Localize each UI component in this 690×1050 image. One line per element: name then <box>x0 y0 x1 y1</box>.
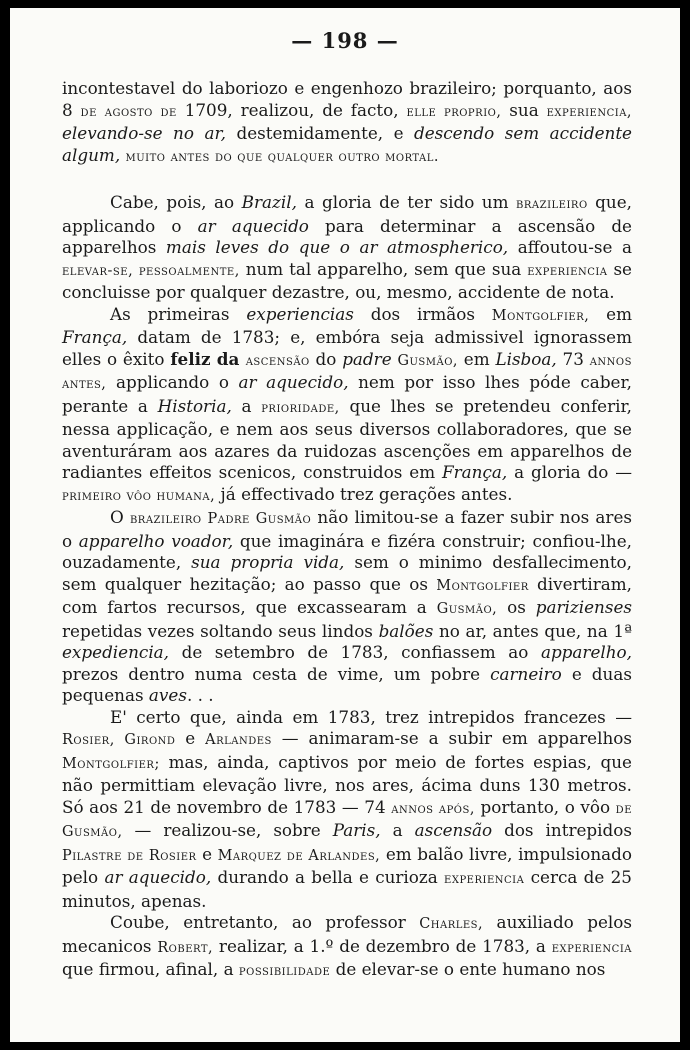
paragraph-6 <box>62 912 632 983</box>
text-run: datam de 1783; e, embóra seja admissivel ignorassem elles o êxito <box>62 327 632 369</box>
text-run: e duas pequenas <box>62 663 632 705</box>
text-run: affoutou-se a <box>508 237 633 257</box>
text-run: França, <box>62 327 128 347</box>
text-run: ascensão <box>245 352 310 369</box>
text-run: a gloria do — <box>507 462 632 482</box>
text-run: experiencia <box>527 262 608 279</box>
text-run: Paris, <box>332 820 381 840</box>
text-run: Brazil, <box>241 192 297 212</box>
paragraph-3 <box>62 304 632 508</box>
text-run: Rosier, Girond <box>62 732 176 748</box>
text-run: não limitou-se a fazer subir nos ares o <box>62 507 632 551</box>
text-run: para determinar a ascensão de apparelhos <box>62 215 632 257</box>
text-run: E' certo que, ainda em 1783, trez intrepidos francezes — <box>110 706 632 727</box>
text-run: França, <box>442 462 508 482</box>
text-run: feliz da <box>170 348 246 369</box>
text-run: Montgolfier <box>436 577 529 594</box>
text-run: incontestavel do laboriozo e engenhozo brazileiro; porquanto, aos 8 <box>62 78 632 120</box>
text-run: Arlandes <box>205 732 272 748</box>
text-run: O <box>110 507 130 527</box>
text-run: num tal apparelho, sem que sua <box>239 258 528 279</box>
text-run: annos após, <box>391 800 475 817</box>
text-run: que lhes se pretendeu conferir, nessa applicação, e nem aos seus diversos collaboradores, que se aventuráram aos azares da ruidozas ascenções em apparelhos de radiantes effeitos scenicos, construidos em <box>62 395 632 482</box>
text-run: elevar-se, pessoalmente, <box>62 262 240 279</box>
text-run: annos antes, <box>62 352 632 392</box>
text-run: carneiro <box>490 663 562 684</box>
text-run: elevando-se no ar, <box>62 123 226 143</box>
text-run: primeiro vôo humana, <box>62 487 216 504</box>
text-run: possibilidade <box>238 963 331 979</box>
text-run: elle proprio, <box>406 103 502 120</box>
text-run: muito antes do que qualquer outro mortal. <box>125 148 439 165</box>
text-run: em <box>458 348 496 369</box>
text-run: apparelho, <box>540 642 632 662</box>
text-run: Historia, <box>157 395 232 416</box>
text-run: . . . <box>186 685 214 705</box>
text-run: divertiram, com fartos recursos, que excassearam a <box>62 573 632 617</box>
text-run: realizar, a 1.º de dezembro de 1783, a <box>213 935 552 956</box>
text-run: Gusmão, <box>397 352 458 369</box>
book-page <box>10 8 680 1042</box>
text-run: experiencia <box>551 939 632 956</box>
page-number: — 198 — <box>291 28 399 53</box>
text-run: balões <box>378 620 434 641</box>
paragraph-5 <box>62 707 632 913</box>
text-run: Lisboa, <box>495 348 557 369</box>
text-run: se concluisse por qualquer dezastre, ou, mesmo, accidente de nota. <box>62 258 632 302</box>
paragraph-4 <box>62 507 632 707</box>
paragraph-2 <box>62 192 632 304</box>
text-run: brazileiro Padre Gusmão <box>129 511 312 527</box>
text-run: a gloria de ter sido um <box>296 192 517 212</box>
text-run: repetidas vezes soltando seus lindos <box>62 620 379 641</box>
text-run: sem o minimo desfallecimento, sem qualquer hezitação; ao passo que os <box>62 552 632 594</box>
text-run: em <box>589 303 632 324</box>
text-run: ascensão <box>414 820 493 840</box>
text-run: sua <box>501 99 547 120</box>
text-run: de setembro de 1783, confiassem ao <box>169 642 541 662</box>
text-run: de elevar-se o ente humano nos <box>330 959 606 979</box>
text-run: portanto, o vôo <box>474 796 616 817</box>
text-run: prioridade, <box>261 399 340 416</box>
text-run: experiencia, <box>546 103 632 120</box>
text-run: parizienses <box>535 597 632 617</box>
text-run: a <box>231 395 262 416</box>
text-run: — realizou-se, sobre <box>122 820 333 840</box>
text-run: brazileiro <box>516 196 588 212</box>
paragraph-1 <box>62 78 632 168</box>
text-run: durando a bella e curioza <box>211 867 445 887</box>
text-run: padre <box>342 348 392 369</box>
text-run: destemidamente, e <box>225 123 414 143</box>
text-run <box>97 100 105 120</box>
text-run: dos irmãos <box>353 303 492 324</box>
page-body <box>62 78 632 983</box>
text-run: aves <box>148 685 187 705</box>
text-run: Robert, <box>157 939 214 956</box>
text-run: experiencia <box>444 871 525 887</box>
text-run: ar aquecido, <box>104 867 212 887</box>
text-run: já effectivado trez gerações antes. <box>215 483 513 504</box>
text-run: agosto de <box>104 103 177 120</box>
text-run: Charles, <box>419 916 484 932</box>
text-run: no ar, antes que, na 1ª <box>433 620 632 641</box>
text-run: 1709, realizou, de facto, <box>176 99 407 120</box>
text-run: de Gusmão, <box>62 800 632 840</box>
text-run: que firmou, afinal, a <box>62 959 239 979</box>
text-run: e <box>196 843 218 864</box>
text-run: sua propria vida, <box>191 552 345 572</box>
text-run: auxiliado pelos mecanicos <box>62 912 632 956</box>
text-run: nem por isso lhes póde caber, perante a <box>62 372 632 416</box>
text-run: ar aquecido, <box>238 372 349 392</box>
text-run: As primeiras <box>110 303 247 324</box>
text-run: em balão livre, impulsionado pelo <box>62 843 633 887</box>
text-run: os <box>497 597 536 617</box>
text-run: apparelho voador, <box>78 530 234 551</box>
text-run: Cabe, pois, ao <box>110 192 242 212</box>
text-run: Pilastre de Rosier <box>62 847 197 864</box>
text-run: dos intrepidos <box>492 820 632 840</box>
text-run: prezos dentro numa cesta de vime, um pobre <box>62 663 491 684</box>
text-run: applicando o <box>106 372 239 392</box>
text-run: que, applicando o <box>62 192 632 236</box>
text-run: que imaginára e fizéra construir; confiou-lhe, ouzadamente, <box>62 530 632 572</box>
text-run: Montgolfier; <box>62 755 160 772</box>
text-run: ar aquecido <box>197 215 309 236</box>
text-run: de <box>80 103 97 120</box>
text-run: mais leves do que o ar atmospherico, <box>165 237 509 257</box>
text-run: cerca de 25 minutos, apenas. <box>62 867 632 911</box>
text-run: expediencia, <box>62 642 170 662</box>
text-run: do <box>309 348 343 369</box>
text-run: Montgolfier, <box>491 307 590 324</box>
text-run: Marquez de Arlandes, <box>217 847 381 864</box>
text-run: — animaram-se a subir em apparelhos <box>271 728 632 748</box>
text-run: e <box>175 728 206 748</box>
text-run: 73 <box>556 348 590 369</box>
text-run: experiencias <box>246 303 354 324</box>
text-run: Coube, entretanto, ao professor <box>110 912 420 932</box>
text-run: a <box>380 820 415 840</box>
text-run: Gusmão, <box>436 601 498 617</box>
text-run: descendo sem accidente algum, <box>62 123 632 165</box>
text-run: mas, ainda, captivos por meio de fortes espias, que não permittiam elevação livre, nos ares, ácima duns 130 metros. Só aos 21 de novembro de 1783 — 74 <box>62 751 632 817</box>
